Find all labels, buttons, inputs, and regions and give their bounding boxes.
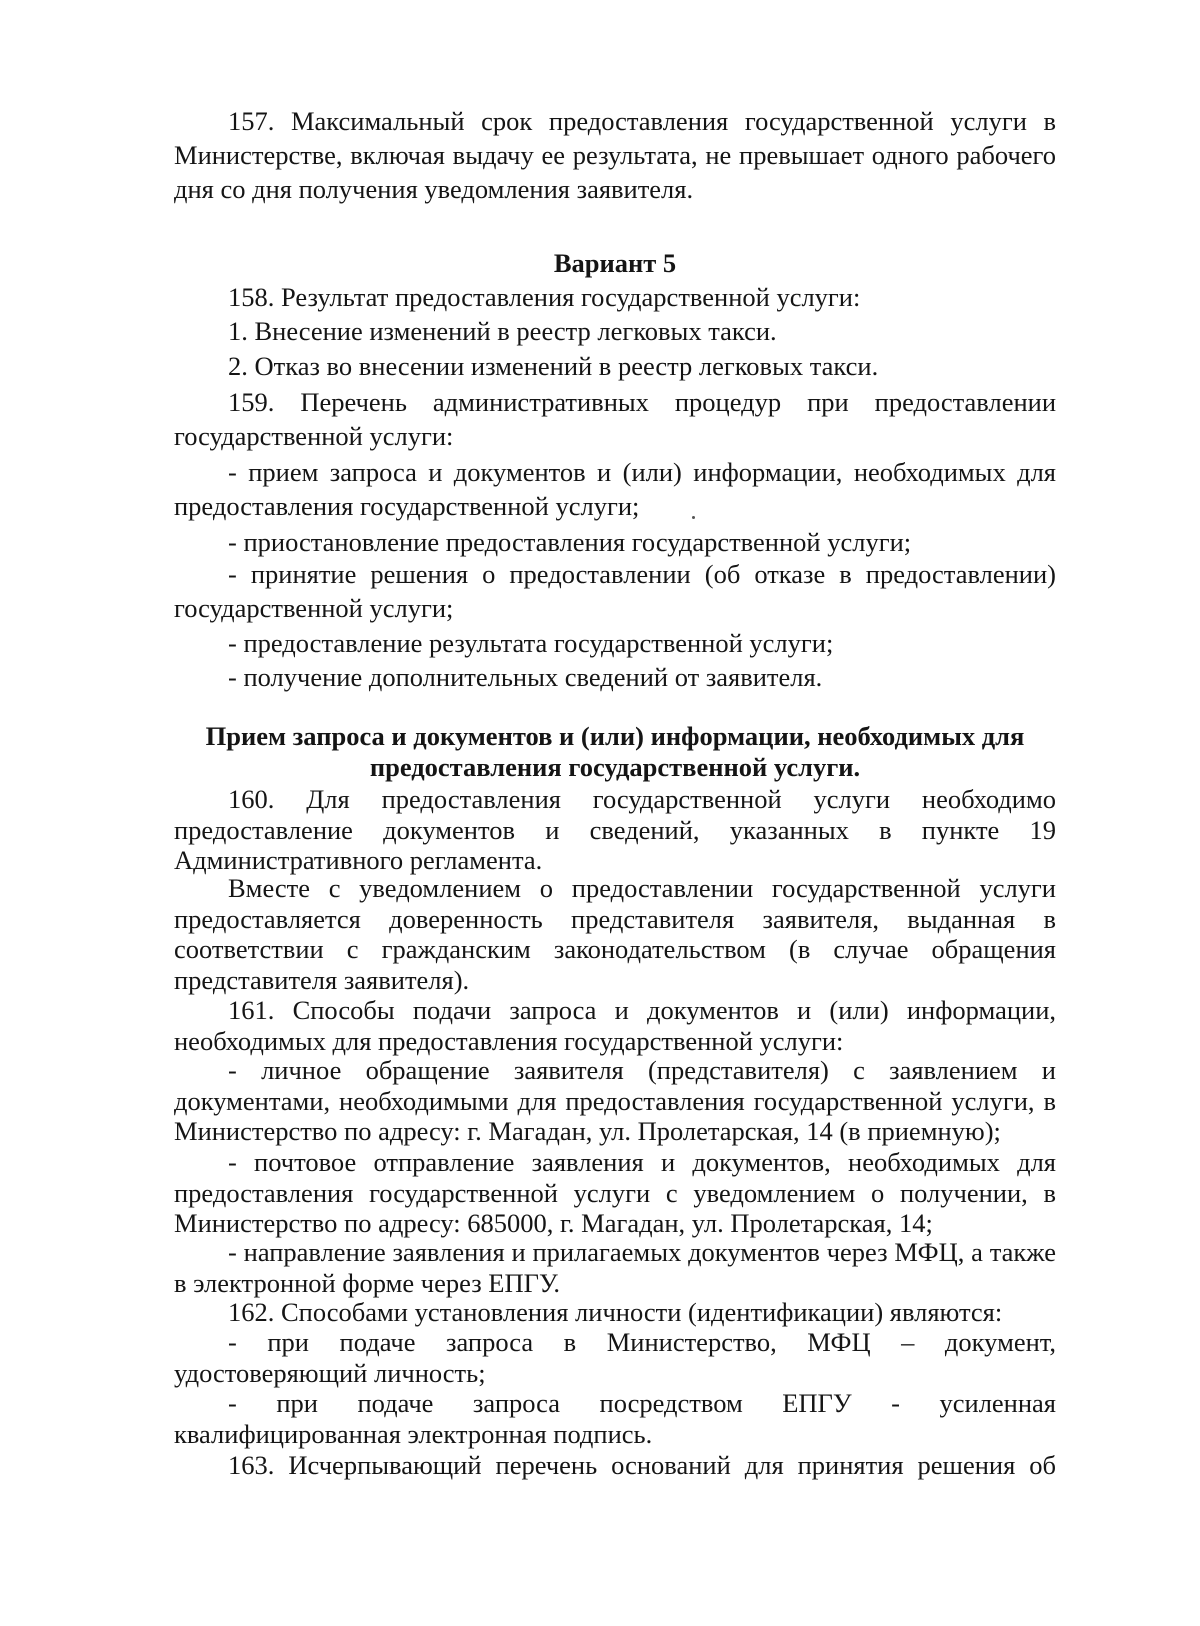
paragraph-161-item-b: - почтовое отправление заявления и документов, необходимых для предоставления государственной услуги с уведомлением о получении, в Министерство по адресу: 685000, г. Магадан, ул. Пролетарская, 14; [174, 1147, 1056, 1238]
variant-title: Вариант 5 [553, 248, 677, 278]
section-title: Прием запроса и документов и (или) информации, необходимых для предоставления государственной услуги. [205, 721, 1025, 782]
paragraph-157: 157. Максимальный срок предоставления государственной услуги в Министерстве, включая выдачу ее результата, не превышает одного рабочего дня со дня получения уведомления заявителя. [174, 106, 1056, 204]
paragraph-158: 158. Результат предоставления государственной услуги: [228, 282, 861, 312]
paragraph-161-item-c: - направление заявления и прилагаемых документов через МФЦ, а также в электронной форме через ЕПГУ. [174, 1237, 1056, 1298]
paragraph-160: 160. Для предоставления государственной услуги необходимо предоставление документов и сведений, указанных в пункте 19 Административного регламента. [174, 784, 1056, 875]
paragraph-160-2: Вместе с уведомлением о предоставлении государственной услуги предоставляется доверенность представителя заявителя, выданная в соответствии с гражданским законодательством (в случае обращения представителя заявителя). [174, 873, 1056, 995]
paragraph-161: 161. Способы подачи запроса и документов и (или) информации, необходимых для предоставления государственной услуги: [174, 995, 1056, 1056]
scan-speck [692, 516, 695, 519]
paragraph-158-item-2: 2. Отказ во внесении изменений в реестр легковых такси. [228, 351, 879, 381]
paragraph-162-item-a: - при подаче запроса в Министерство, МФЦ – документ, удостоверяющий личность; [174, 1327, 1056, 1388]
paragraph-161-item-a: - личное обращение заявителя (представителя) с заявлением и документами, необходимыми для предоставления государственной услуги, в Министерство по адресу: г. Магадан, ул. Пролетарская, 14 (в приемную); [174, 1055, 1056, 1146]
paragraph-163: 163. Исчерпывающий перечень оснований для принятия решения об [228, 1450, 1056, 1480]
paragraph-162-item-b: - при подаче запроса посредством ЕПГУ - усиленная квалифицированная электронная подпись. [174, 1388, 1056, 1449]
paragraph-159-item-d: - предоставление результата государственной услуги; [228, 628, 834, 658]
paragraph-158-item-1: 1. Внесение изменений в реестр легковых такси. [228, 316, 777, 346]
paragraph-159: 159. Перечень административных процедур при предоставлении государственной услуги: [174, 387, 1056, 451]
paragraph-159-item-b: - приостановление предоставления государственной услуги; [228, 527, 912, 557]
paragraph-159-item-a: - прием запроса и документов и (или) информации, необходимых для предоставления государственной услуги; [174, 457, 1056, 521]
paragraph-159-item-e: - получение дополнительных сведений от заявителя. [228, 662, 823, 692]
paragraph-159-item-c: - принятие решения о предоставлении (об отказе в предоставлении) государственной услуги; [174, 559, 1056, 623]
paragraph-162: 162. Способами установления личности (идентификации) являются: [228, 1297, 1003, 1327]
